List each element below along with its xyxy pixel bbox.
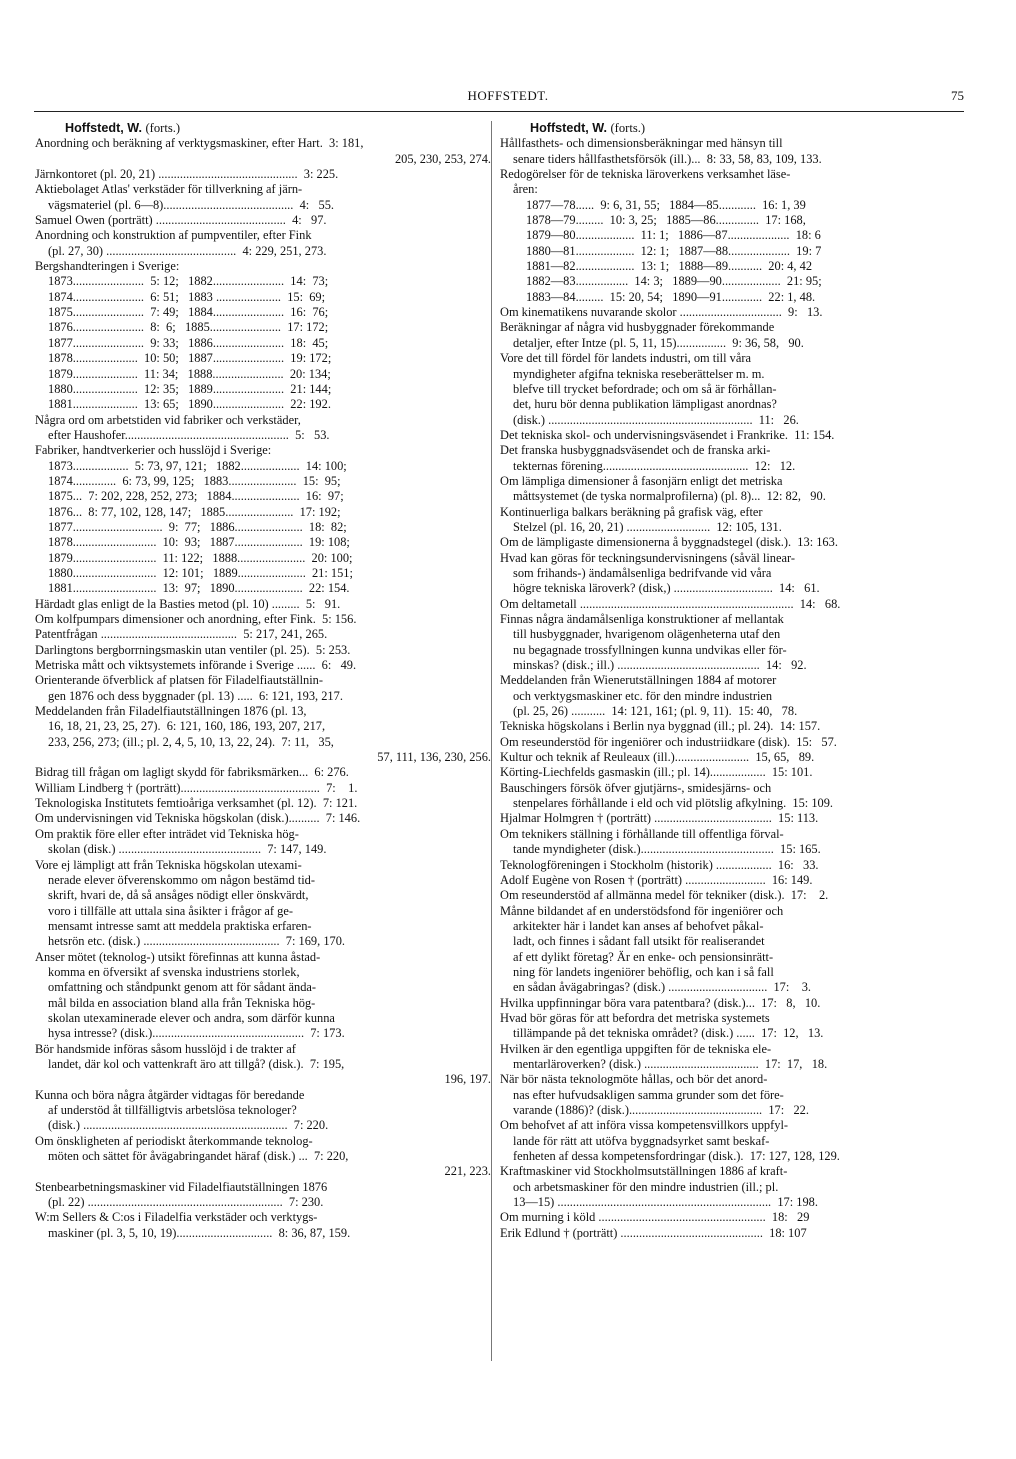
index-line: minskas? (disk.; ill.) .............................................. 14: 92. bbox=[513, 658, 807, 673]
index-line: Om behofvet af att införa vissa kompetensvillkors uppfyl- bbox=[500, 1118, 789, 1133]
index-line: 1881—82................... 13: 1; 1888—89........... 20: 4, 42 bbox=[526, 259, 813, 274]
index-line: högre tekniska läroverk? (disk,) ................................ 14: 61. bbox=[513, 581, 820, 596]
index-line: och verktygsmaskiner etc. för den mindre industrien bbox=[513, 688, 773, 703]
index-line: fenheten af dessa kompetensfordringar (disk.). 17: 127, 128, 129. bbox=[513, 1149, 840, 1164]
index-line: myndigheter afgifna tekniska reseberättelser m. m. bbox=[513, 366, 765, 381]
index-line: voro i tillfälle att uttala sina åsikter i frågor af ge- bbox=[48, 903, 293, 918]
index-line: stenpelares förhållande i eld och vid plötslig afkylning. 15: 109. bbox=[513, 796, 834, 811]
index-line: och arbetsmaskiner för den mindre industrien (ill.; pl. bbox=[513, 1179, 779, 1194]
index-line: Hållfasthets- och dimensionsberäkningar med hänsyn till bbox=[500, 136, 783, 151]
index-line: Det franska husbyggnadsväsendet och de franska arki- bbox=[500, 443, 771, 458]
index-line: 1882—83................. 14: 3; 1889—90................... 21: 95; bbox=[526, 274, 822, 289]
index-line: 57, 111, 136, 230, 256. bbox=[377, 750, 491, 765]
index-line: nu begagnade trossfyllningen kunna undvikas eller för- bbox=[513, 642, 787, 657]
index-line: Kunna och böra några åtgärder vidtagas för beredande bbox=[35, 1087, 305, 1102]
header-rule bbox=[34, 111, 964, 112]
index-line: (pl. 27, 30) .......................................... 4: 229, 251, 273. bbox=[48, 243, 327, 258]
index-line: 1874.............. 6: 73, 99, 125; 1883...................... 15: 95; bbox=[48, 473, 341, 488]
index-line: Aktiebolaget Atlas' verkstäder för tillverkning af järn- bbox=[35, 182, 303, 197]
index-line: möten och sättet för åvägabringandet häraf (disk.) ... 7: 220, bbox=[48, 1149, 349, 1164]
index-line: tillämpande på det tekniska området? (disk.) ...... 17: 12, 13. bbox=[513, 1026, 824, 1041]
index-line: (disk.) .................................................................. 11: 26. bbox=[513, 412, 799, 427]
heading-name: Hoffstedt, W. bbox=[530, 121, 607, 135]
index-line: Adolf Eugène von Rosen † (porträtt) .......................... 16: 149. bbox=[500, 872, 813, 887]
index-line: Metriska mått och viktsystemets införande i Sverige ...... 6: 49. bbox=[35, 658, 357, 673]
index-line: 1880........................... 12: 101; 1889...................... 21: 151; bbox=[48, 565, 353, 580]
index-line: som frihands-) ändamålsenliga bedrifvande vid våra bbox=[513, 565, 772, 580]
index-line: 1875... 7: 202, 228, 252, 273; 1884...................... 16: 97; bbox=[48, 489, 344, 504]
index-line: åren: bbox=[513, 182, 538, 197]
index-line: Erik Edlund † (porträtt) .............................................. 18: 107 bbox=[500, 1225, 807, 1240]
index-line: Hvad bör göras för att befordra det metriska systemets bbox=[500, 1010, 770, 1025]
index-line: Om undervisningen vid Tekniska högskolan (disk.).......... 7: 146. bbox=[35, 811, 361, 826]
index-line: Hjalmar Holmgren † (porträtt) ...................................... 15: 113. bbox=[500, 811, 819, 826]
index-line: 1876... 8: 77, 102, 128, 147; 1885...................... 17: 192; bbox=[48, 504, 341, 519]
right-entries bbox=[500, 136, 956, 1241]
index-line: Bör handsmide införas såsom husslöjd i de trakter af bbox=[35, 1041, 296, 1056]
index-line: senare tiders hållfasthetsförsök (ill.)... 8: 33, 58, 83, 109, 133. bbox=[513, 151, 822, 166]
right-column-heading bbox=[500, 121, 956, 136]
index-line: måttsystemet (de tyska normalprofilerna) (pl. 8)... 12: 82, 90. bbox=[513, 489, 826, 504]
index-line: W:m Sellers & C:os i Filadelfia verkstäder och verktygs- bbox=[35, 1210, 318, 1225]
index-line: Järnkontoret (pl. 20, 21) ............................................. 3: 225. bbox=[35, 167, 339, 182]
index-line: en sådan åvägabringas? (disk.) ................................ 17: 3. bbox=[513, 980, 812, 995]
index-line: Bergshandteringen i Sverige: bbox=[35, 259, 180, 274]
index-line: detaljer, efter Intze (pl. 5, 11, 15)................ 9: 36, 58, 90. bbox=[513, 335, 804, 350]
index-line: William Lindberg † (porträtt)............................................. 7: 1. bbox=[35, 780, 358, 795]
running-title: HOFFSTEDT. bbox=[467, 88, 549, 103]
index-line: mentarläroverken? (disk.) ..................................... 17: 17, 18. bbox=[513, 1056, 828, 1071]
index-line: af understöd åt tillfälligtvis arbetslösa teknologer? bbox=[48, 1103, 297, 1117]
index-line: Körting-Liechfelds gasmaskin (ill.; pl. 14).................. 15: 101. bbox=[500, 765, 813, 780]
index-line: 205, 230, 253, 274. bbox=[394, 151, 491, 166]
index-line: lande för rätt att utöfva byggnadsyrket samt beskaf- bbox=[513, 1133, 770, 1148]
index-line: mensamt intresse samt att meddela praktiska erfaren- bbox=[48, 918, 312, 933]
index-line: Om önskligheten af periodiskt återkommande teknolog- bbox=[35, 1133, 313, 1148]
index-line: Fabriker, handtverkerier och husslöjd i Sverige: bbox=[35, 443, 272, 458]
index-line: af ett dylikt företag? Är en enke- och pensionsinrätt- bbox=[513, 949, 774, 964]
left-column bbox=[35, 121, 491, 1241]
index-line: Redogörelser för de tekniska läroverkens verksamhet läse- bbox=[500, 167, 791, 182]
index-line: 1879........................... 11: 122; 1888...................... 20: 100; bbox=[48, 550, 353, 565]
heading-suffix: (forts.) bbox=[610, 121, 646, 135]
index-line: Patentfrågan ............................................ 5: 217, 241, 265. bbox=[35, 627, 328, 642]
index-line: Om lämpliga dimensioner å fasonjärn enligt det metriska bbox=[500, 473, 783, 488]
index-line: ning för landets ingeniörer behöflig, och kan i så fall bbox=[513, 964, 774, 979]
index-line: nas efter hufvudsakligen samma grunder som det före- bbox=[513, 1087, 784, 1102]
index-line: 233, 256, 273; (ill.; pl. 2, 4, 5, 10, 13, 22, 24). 7: 11, 35, bbox=[48, 734, 334, 749]
index-line: Stenbearbetningsmaskiner vid Filadelfiautställningen 1876 bbox=[35, 1179, 328, 1194]
index-line: Bauschingers försök öfver gjutjärns-, smidesjärns- och bbox=[500, 780, 772, 795]
index-line: Hvilka uppfinningar böra vara patentbara? (disk.)... 17: 8, 10. bbox=[500, 995, 821, 1010]
index-line: 1874....................... 6: 51; 1883 ..................... 15: 69; bbox=[48, 289, 326, 304]
index-line: 1876....................... 8: 6; 1885....................... 17: 172; bbox=[48, 320, 329, 335]
index-line: 1880—81................... 12: 1; 1887—88.................... 19: 7 bbox=[526, 243, 822, 258]
index-line: Om praktik före eller efter inträdet vid Tekniska hög- bbox=[35, 826, 299, 841]
index-line: Meddelanden från Filadelfiautställningen 1876 (pl. 13, bbox=[35, 704, 307, 719]
index-line: 1877....................... 9: 33; 1886....................... 18: 45; bbox=[48, 335, 329, 350]
index-line: Om reseunderstöd för ingeniörer och industriidkare (disk). 15: 57. bbox=[500, 734, 837, 749]
index-line: Om teknikers ställning i förhållande till offentliga förval- bbox=[500, 826, 784, 841]
index-line: (pl. 25, 26) ........... 14: 121, 161; (pl. 9, 11). 15: 40, 78. bbox=[513, 704, 798, 719]
index-line: Tekniska högskolans i Berlin nya byggnad (ill.; pl. 24). 14: 157. bbox=[500, 719, 821, 734]
index-line: Teknologiska Institutets femtioåriga verksamhet (pl. 12). 7: 121. bbox=[35, 796, 358, 811]
index-line: landet, där kol och vattenkraft äro att tillgå? (disk.). 7: 195, bbox=[48, 1056, 345, 1071]
right-column bbox=[500, 121, 956, 1241]
index-line: skolan utexaminerade elever och andra, som därför kunna bbox=[48, 1010, 335, 1025]
heading-suffix: (forts.) bbox=[145, 121, 181, 135]
index-line: Teknologföreningen i Stockholm (historik) .................. 16: 33. bbox=[500, 857, 819, 872]
index-line: skolan (disk.) .............................................. 7: 147, 149. bbox=[48, 842, 327, 857]
index-line: 1881..................... 13: 65; 1890....................... 22: 192. bbox=[48, 397, 331, 412]
index-line: Meddelanden från Wienerutställningen 1884 af motorer bbox=[500, 673, 777, 688]
index-line: Om deltametall ..................................................................... 14: 68. bbox=[500, 596, 841, 611]
index-line: skrift, hvari de, då så ansåges nödigt eller önskvärdt, bbox=[48, 888, 309, 903]
index-line: Anordning och konstruktion af pumpventiler, efter Fink bbox=[35, 228, 312, 243]
index-line: Stelzel (pl. 16, 20, 21) ........................... 12: 105, 131. bbox=[513, 519, 782, 534]
index-line: till husbyggnader, hvarigenom olägenheterna utaf den bbox=[513, 627, 781, 642]
index-line: 196, 197. bbox=[444, 1072, 491, 1087]
index-line: 1877............................. 9: 77; 1886...................... 18: 82; bbox=[48, 519, 347, 534]
index-line: 1879—80................... 11: 1; 1886—87.................... 18: 6 bbox=[526, 228, 821, 243]
index-line: Anser mötet (teknolog-) utsikt förefinnas att kunna åstad- bbox=[35, 949, 321, 964]
index-line: När bör nästa teknologmöte hållas, och bör det anord- bbox=[500, 1072, 768, 1087]
index-line: 16, 18, 21, 23, 25, 27). 6: 121, 160, 186, 193, 207, 217, bbox=[48, 719, 326, 734]
heading-name: Hoffstedt, W. bbox=[65, 121, 142, 135]
index-line: Beräkningar af några vid husbyggnader förekommande bbox=[500, 320, 775, 335]
page-header bbox=[0, 84, 1016, 106]
index-line: Om kolfpumpars dimensioner och anordning, efter Fink. 5: 156. bbox=[35, 612, 357, 626]
index-line: Om de lämpligaste dimensionerna å byggnadstegel (disk.). 13: 163. bbox=[500, 535, 838, 550]
index-line: (disk.) .................................................................. 7: 220. bbox=[48, 1118, 329, 1133]
index-line: 1883—84......... 15: 20, 54; 1890—91............. 22: 1, 48. bbox=[526, 289, 816, 304]
index-line: Kontinuerliga balkars beräkning på grafisk väg, efter bbox=[500, 504, 763, 519]
index-line: 1873.................. 5: 73, 97, 121; 1882................... 14: 100; bbox=[48, 458, 347, 473]
index-line: tande myndigheter (disk.)........................................... 15: 165. bbox=[513, 842, 821, 857]
index-line: Kraftmaskiner vid Stockholmsutställningen 1886 af kraft- bbox=[500, 1164, 788, 1179]
index-line: 1878..................... 10: 50; 1887....................... 19: 172; bbox=[48, 351, 332, 366]
index-line: Kultur och teknik af Reuleaux (ill.)........................ 15, 65, 89. bbox=[500, 750, 815, 765]
index-line: 1879..................... 11: 34; 1888....................... 20: 134; bbox=[48, 366, 331, 381]
index-line: Darlingtons bergborrningsmaskin utan ventiler (pl. 25). 5: 253. bbox=[35, 642, 351, 657]
index-line: komma en öfversikt af svenska industriens storlek, bbox=[48, 964, 300, 979]
index-line: 1881........................... 13: 97; 1890...................... 22: 154. bbox=[48, 581, 350, 596]
index-line: hetsrön etc. (disk.) ............................................ 7: 169, 170. bbox=[48, 934, 346, 949]
index-line: efter Haushofer..................................................... 5: 53. bbox=[48, 427, 330, 442]
index-line: omfattning och ståndpunkt genom att för sådant ända- bbox=[48, 980, 317, 995]
index-line: Vore det till fördel för landets industri, om till våra bbox=[500, 351, 751, 366]
index-line: 1878........................... 10: 93; 1887...................... 19: 108; bbox=[48, 535, 350, 550]
index-line: Några ord om arbetstiden vid fabriker och verkstäder, bbox=[35, 412, 301, 427]
column-divider bbox=[491, 121, 492, 1361]
index-line: Om kinematikens nuvarande skolor ................................. 9: 13. bbox=[500, 305, 823, 320]
index-line: hysa intresse? (disk.)................................................. 7: 173. bbox=[48, 1026, 345, 1041]
index-line: 221, 223. bbox=[444, 1164, 491, 1179]
index-line: arkitekter här i landet kan anses af behofvet påkal- bbox=[513, 918, 764, 933]
page-number: 75 bbox=[951, 88, 964, 103]
index-line: 1877—78...... 9: 6, 31, 55; 1884—85............ 16: 1, 39 bbox=[526, 197, 806, 212]
index-line: Hvilken är den egentliga uppgiften för de tekniska ele- bbox=[500, 1041, 772, 1056]
index-line: blefve till trycket befordrade; och om så är förhållan- bbox=[513, 381, 777, 396]
index-line: 1873....................... 5: 12; 1882....................... 14: 73; bbox=[48, 274, 329, 289]
index-line: Det tekniska skol- och undervisningsväsendet i Frankrike. 11: 154. bbox=[500, 427, 835, 442]
index-line: Månne bildandet af en understödsfond för ingeniörer och bbox=[500, 903, 784, 918]
index-line: 1878—79......... 10: 3, 25; 1885—86.............. 17: 168, bbox=[526, 213, 806, 228]
index-line: det, huru bör denna publikation lämpligast anordnas? bbox=[513, 397, 777, 412]
index-line: Finnas några ändamålsenliga konstruktioner af mellantak bbox=[500, 612, 784, 626]
left-column-heading bbox=[35, 121, 491, 136]
index-line: 1875....................... 7: 49; 1884....................... 16: 76; bbox=[48, 305, 329, 320]
index-line: 1880..................... 12: 35; 1889....................... 21: 144; bbox=[48, 381, 332, 396]
index-line: nerade elever öfverenskommo om någon bestämd tid- bbox=[48, 872, 315, 887]
index-line: Härdadt glas enligt de la Basties metod (pl. 10) ......... 5: 91. bbox=[35, 596, 341, 611]
index-line: mål bilda en association bland alla från Tekniska hög- bbox=[48, 995, 316, 1010]
index-line: (pl. 22) ............................................................... 7: 230. bbox=[48, 1195, 324, 1210]
index-line: tekternas förening............................................... 12: 12. bbox=[513, 458, 796, 473]
left-entries bbox=[35, 136, 491, 1241]
index-line: varande (1886)? (disk.)........................................... 17: 22. bbox=[513, 1103, 809, 1117]
index-line: ladt, och finnes i sådant fall utsikt för realiserandet bbox=[513, 934, 765, 949]
index-line: Om reseunderstöd af allmänna medel för tekniker (disk.). 17: 2. bbox=[500, 888, 829, 903]
index-line: Hvad kan göras för teckningsundervisningens (såväl linear- bbox=[500, 550, 795, 565]
index-line: vägsmateriel (pl. 6—8).......................................... 4: 55. bbox=[48, 197, 334, 212]
index-line: gen 1876 och dess byggnader (pl. 13) ..... 6: 121, 193, 217. bbox=[48, 688, 343, 703]
index-line: Vore ej lämpligt att från Tekniska högskolan utexami- bbox=[35, 857, 302, 872]
index-line: maskiner (pl. 3, 5, 10, 19)............................... 8: 36, 87, 159. bbox=[48, 1225, 351, 1240]
index-line: Om murning i köld ...................................................... 18: 29 bbox=[500, 1210, 810, 1225]
index-line: 13—15) ..................................................................... 17: 198. bbox=[513, 1195, 818, 1210]
index-line: Anordning och beräkning af verktygsmaskiner, efter Hart. 3: 181, bbox=[35, 136, 364, 151]
index-line: Orienterande öfverblick af platsen för Filadelfiautställnin- bbox=[35, 673, 323, 688]
index-line: Samuel Owen (porträtt) .......................................... 4: 97. bbox=[35, 213, 327, 228]
index-line: Bidrag till frågan om lagligt skydd för fabriksmärken... 6: 276. bbox=[35, 765, 349, 780]
